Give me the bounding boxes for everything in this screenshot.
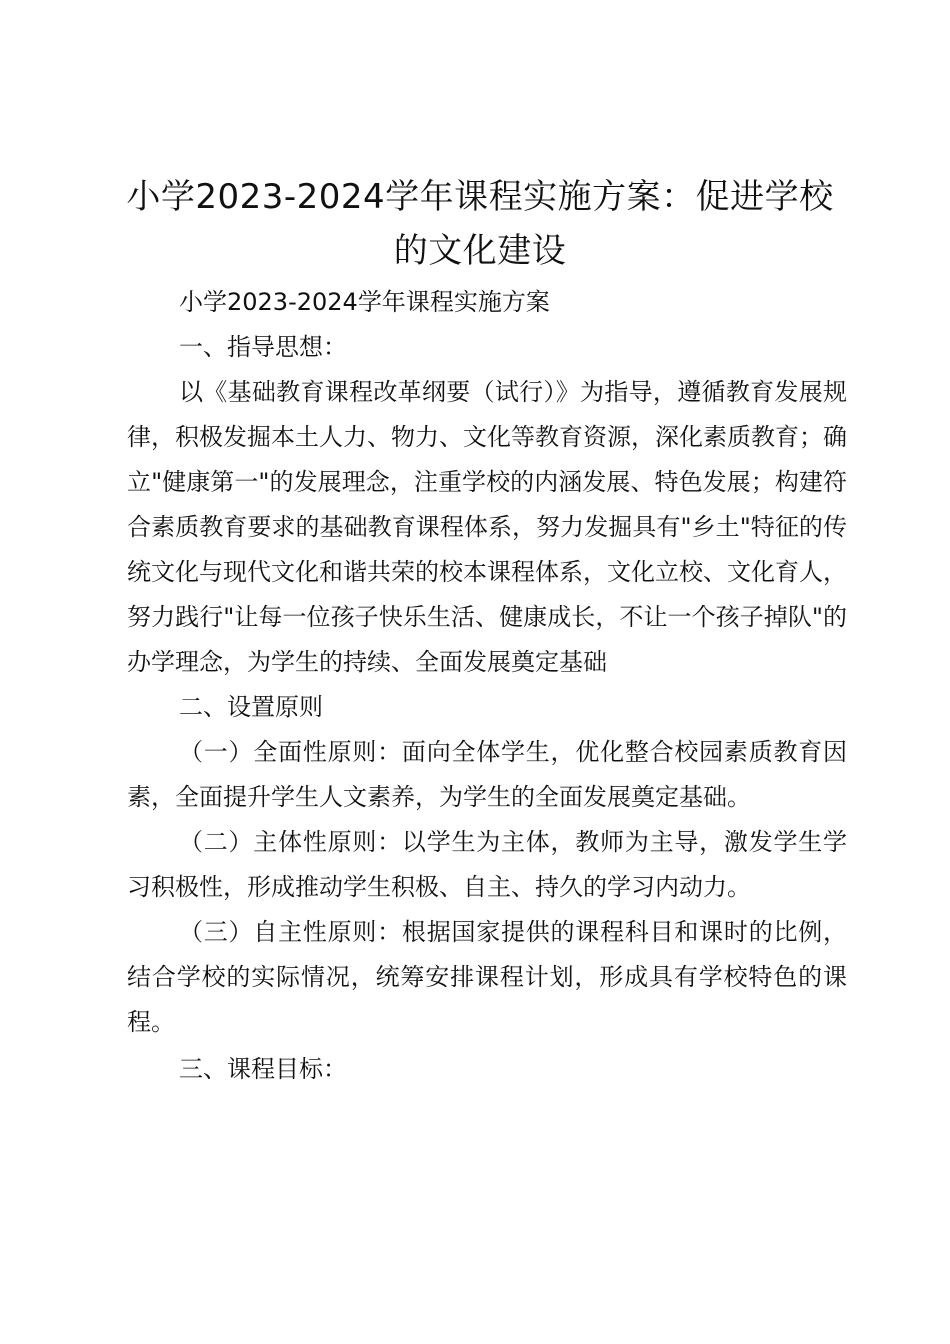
subtitle-paragraph: 小学2023-2024学年课程实施方案: [179, 288, 550, 316]
principle-subject-paragraph: （二）主体性原则：以学生为主体，教师为主导，激发学生学习积极性，形成推动学生积极、自主、持久的学习内动力。: [127, 828, 847, 901]
guiding-thought-paragraph: 以《基础教育课程改革纲要（试行）》为指导，遵循教育发展规律，积极发掘本土人力、物力、文化等教育资源，深化素质教育；确立"健康第一"的发展理念，注重学校的内涵发展、特色发展；构建符合素质教育要求的基础教育课程体系，努力发掘具有"乡土"特征的传统文化与现代文化和谐共荣的校本课程体系，文化立校、文化育人，努力践行"让每一位孩子快乐生活、健康成长，不让一个孩子掉队"的办学理念，为学生的持续、全面发展奠定基础: [127, 378, 847, 676]
section-heading-course-goals: 三、课程目标：: [179, 1055, 347, 1083]
document-title: 小学2023-2024学年课程实施方案：促进学校的文化建设: [126, 177, 834, 271]
section-heading-principles: 二、设置原则: [179, 693, 323, 721]
principle-comprehensive-paragraph: （一）全面性原则：面向全体学生，优化整合校园素质教育因素，全面提升学生人文素养，为学生的全面发展奠定基础。: [127, 738, 847, 811]
document-body: [127, 280, 847, 1092]
section-heading-guiding-thought: 一、指导思想：: [179, 333, 347, 361]
principle-autonomy-paragraph: （三）自主性原则：根据国家提供的课程科目和课时的比例，结合学校的实际情况，统筹安排课程计划，形成具有学校特色的课程。: [127, 918, 847, 1036]
